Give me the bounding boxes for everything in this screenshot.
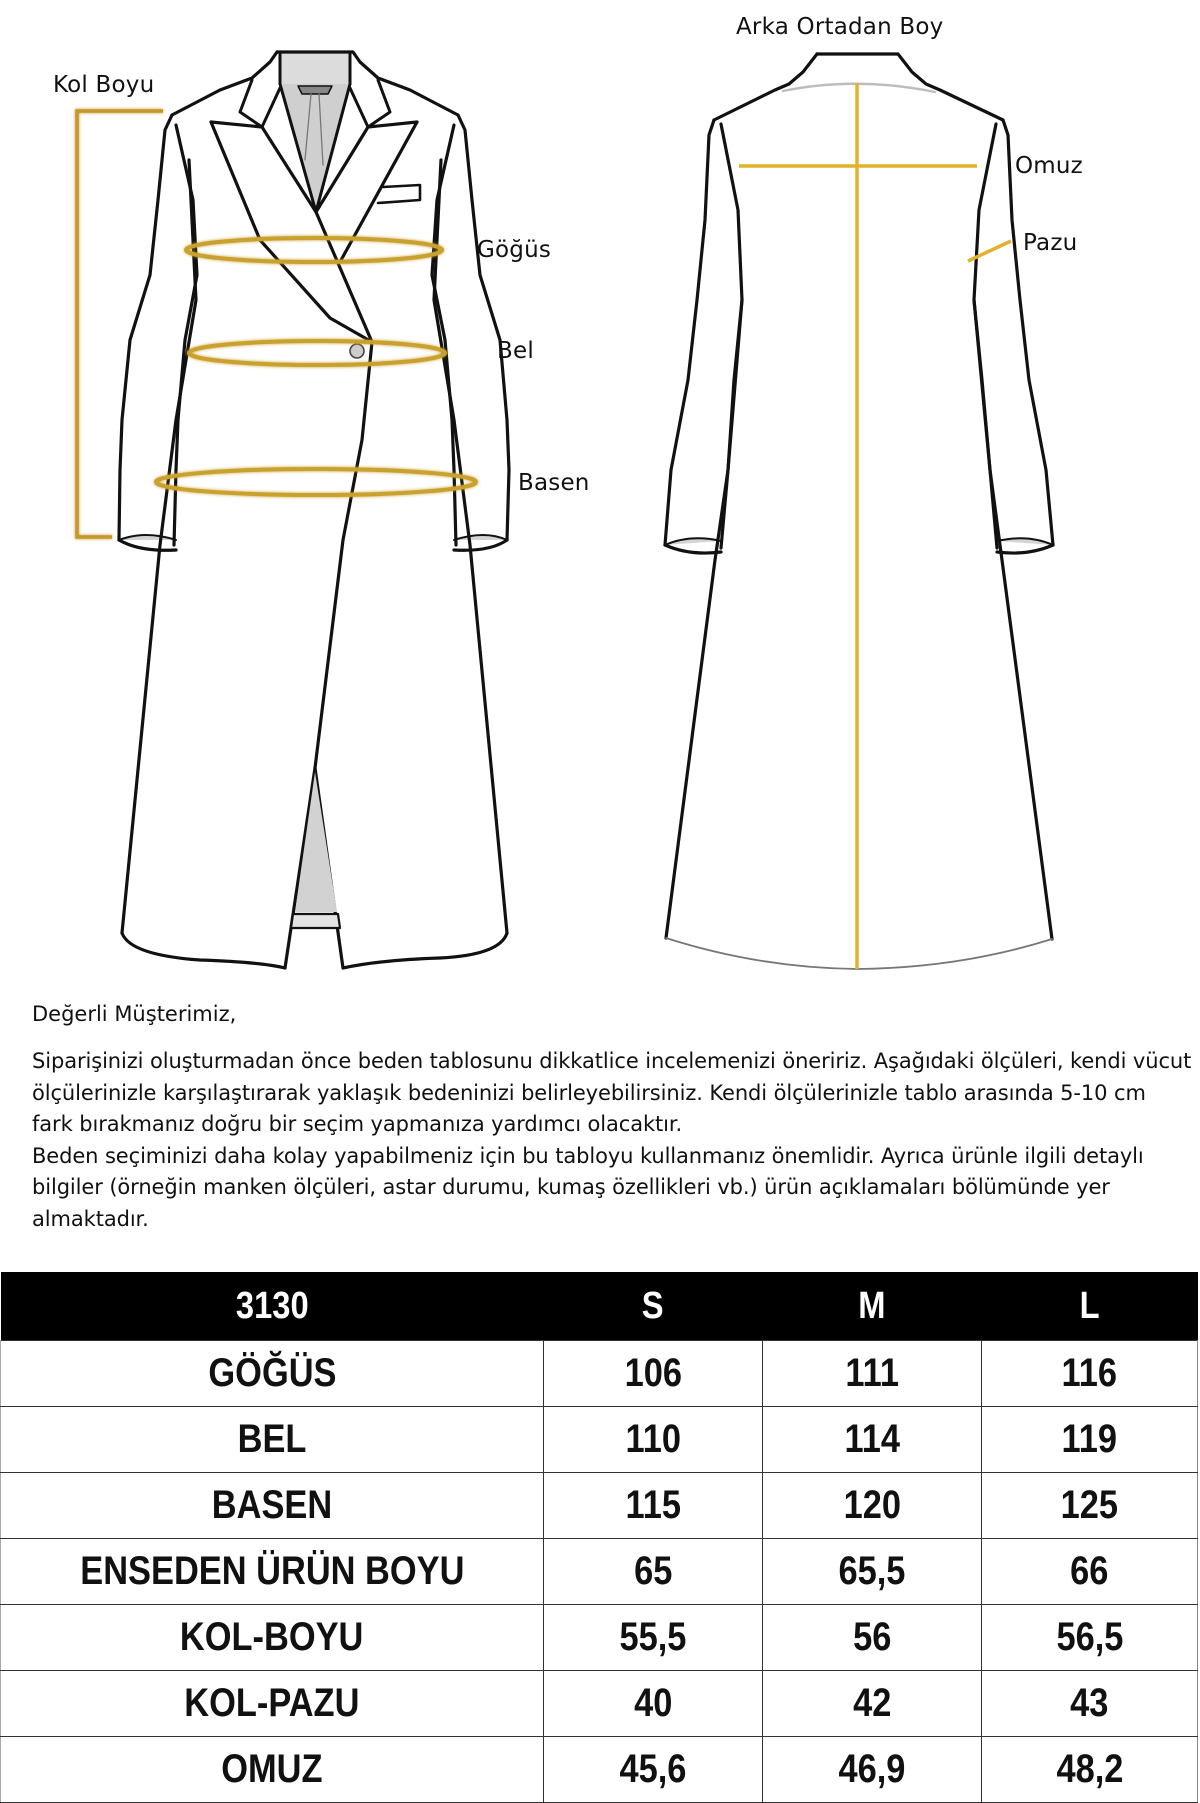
label-pazu: Pazu [1023,230,1078,256]
cell-s: 45,6 [544,1737,763,1803]
cell-l: 48,2 [982,1737,1198,1803]
cell-m: 111 [763,1341,982,1407]
row-label: KOL-PAZU [1,1671,544,1737]
header-model-code: 3130 [1,1272,544,1341]
front-measure-lines [77,111,476,537]
cell-m: 120 [763,1473,982,1539]
cell-m: 42 [763,1671,982,1737]
row-label: KOL-BOYU [1,1605,544,1671]
label-omuz: Omuz [1015,153,1083,179]
row-label: BASEN [1,1473,544,1539]
cell-l: 116 [982,1341,1198,1407]
note-paragraph-1: Siparişinizi oluşturmadan önce beden tablosunu dikkatlice incelemenizi öneririz. Aşağıdaki ölçüleri, kendi vücut ölçülerinizle karşılaştırarak yaklaşık bedeninizi belirleyebilirsiniz. Kendi ölçülerinizle tablo arasında 5-10 cm fark bırakmanız doğru bir seçim yapmanıza yardımcı olacaktır. [32,1049,1192,1136]
table-row [1,1539,1198,1605]
label-kol-boyu: Kol Boyu [53,72,155,98]
cell-s: 106 [544,1341,763,1407]
greeting-text: Değerli Müşterimiz, [32,1002,237,1026]
cell-m: 114 [763,1407,982,1473]
cell-s: 55,5 [544,1605,763,1671]
note-paragraph-2: Beden seçiminizi daha kolay yapabilmeniz için bu tabloyu kullanmanız önemlidir. Ayrıca ürünle ilgili detaylı bilgiler (örneğin manken ölçüleri, astar durumu, kumaş özellikleri vb.) ürün açıklamaları bölümünde yer almaktadır. [32,1143,1144,1231]
size-chart-table [0,1272,1198,1803]
cell-l: 125 [982,1473,1198,1539]
cell-m: 65,5 [763,1539,982,1605]
table-row [1,1671,1198,1737]
label-bel: Bel [497,338,534,364]
label-basen: Basen [518,470,590,496]
cell-l: 119 [982,1407,1198,1473]
row-label: OMUZ [1,1737,544,1803]
cell-l: 43 [982,1671,1198,1737]
row-label: ENSEDEN ÜRÜN BOYU [1,1539,544,1605]
cell-s: 115 [544,1473,763,1539]
table-row [1,1737,1198,1803]
table-row [1,1341,1198,1407]
table-header-row [1,1272,1198,1341]
row-label: BEL [1,1407,544,1473]
cell-l: 56,5 [982,1605,1198,1671]
header-size-s: S [544,1272,763,1341]
back-coat-drawing [665,54,1053,969]
header-size-l: L [982,1272,1198,1341]
header-size-m: M [763,1272,982,1341]
cell-s: 110 [544,1407,763,1473]
table-row [1,1473,1198,1539]
customer-note [32,998,1192,1235]
table-row [1,1605,1198,1671]
cell-m: 46,9 [763,1737,982,1803]
back-measure-lines [739,83,1011,969]
cell-l: 66 [982,1539,1198,1605]
table-row [1,1407,1198,1473]
row-label: GÖĞÜS [1,1341,544,1407]
label-arka-ortadan-boy: Arka Ortadan Boy [736,14,944,40]
front-coat-drawing [119,52,509,968]
label-gogus: Göğüs [477,237,552,263]
cell-m: 56 [763,1605,982,1671]
cell-s: 65 [544,1539,763,1605]
cell-s: 40 [544,1671,763,1737]
